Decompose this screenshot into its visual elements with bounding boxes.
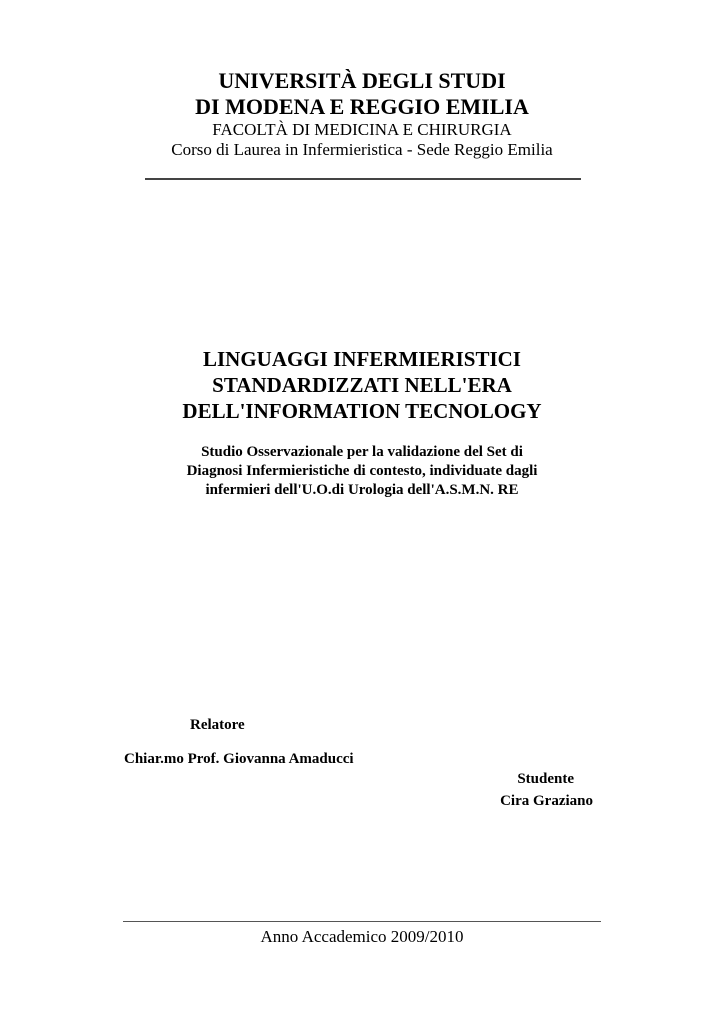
footer-divider	[123, 921, 601, 922]
university-name-line1: UNIVERSITÀ DEGLI STUDI	[218, 68, 506, 93]
academic-year: Anno Accademico 2009/2010	[260, 927, 464, 946]
thesis-subtitle	[0, 443, 724, 500]
thesis-title	[0, 346, 724, 424]
thesis-subtitle-line3: infermieri dell'U.O.di Urologia dell'A.S.M.N. RE	[205, 482, 519, 498]
supervisor-label: Relatore	[190, 717, 245, 733]
header-divider	[145, 178, 581, 180]
student-label: Studente	[517, 771, 574, 787]
university-name-line2: DI MODENA E REGGIO EMILIA	[195, 94, 529, 119]
thesis-subtitle-line2: Diagnosi Infermieristiche di contesto, individuate dagli	[186, 463, 538, 479]
thesis-subtitle-line1: Studio Osservazionale per la validazione del Set di	[201, 444, 523, 460]
faculty-name: FACOLTÀ DI MEDICINA E CHIRURGIA	[212, 120, 512, 139]
university-header	[0, 68, 724, 160]
supervisor-name: Chiar.mo Prof. Giovanna Amaducci	[124, 751, 354, 767]
course-name: Corso di Laurea in Infermieristica - Sede Reggio Emilia	[171, 140, 553, 159]
thesis-title-line2: STANDARDIZZATI NELL'ERA	[212, 373, 512, 397]
student-name: Cira Graziano	[500, 793, 593, 809]
thesis-title-line1: LINGUAGGI INFERMIERISTICI	[203, 347, 521, 371]
footer	[0, 927, 724, 947]
thesis-title-line3: DELL'INFORMATION TECNOLOGY	[182, 399, 542, 423]
